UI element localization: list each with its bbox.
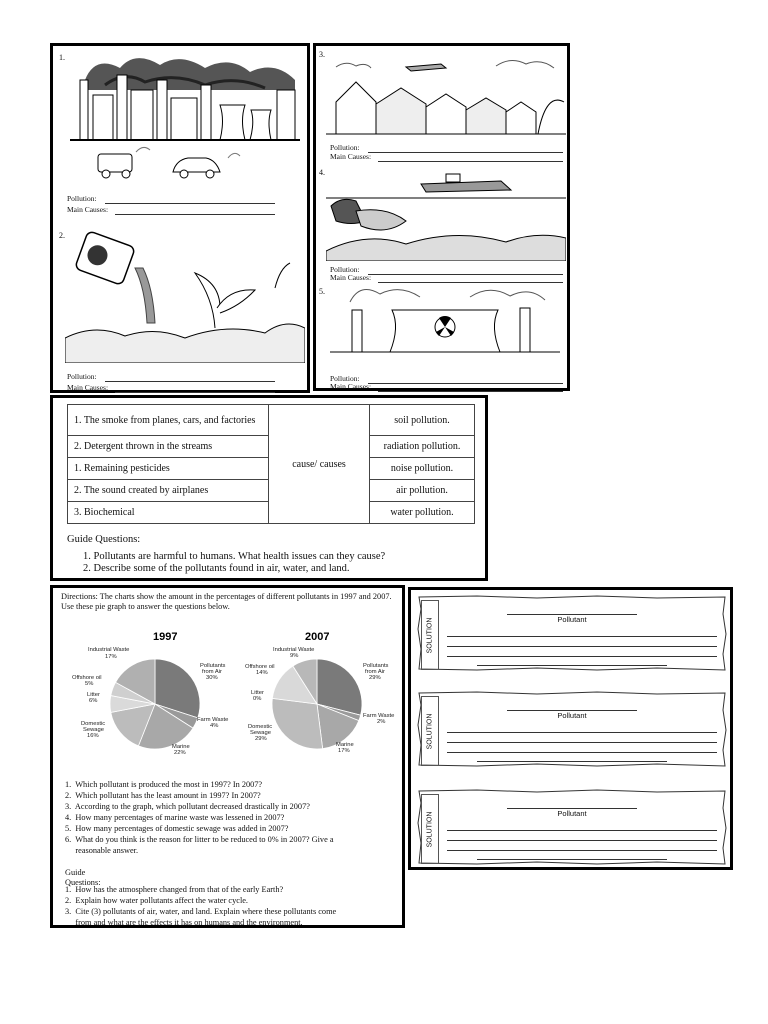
pollution-label: Pollution: — [67, 372, 97, 381]
matching-panel — [50, 395, 488, 581]
item-number: 3. — [319, 50, 325, 59]
cause-causes-cell: cause/ causes — [269, 405, 370, 524]
guide-question: from and what are the effects it has on humans and the environment. — [65, 918, 303, 927]
solution-box — [417, 690, 727, 768]
pollution-type-cell: air pollution. — [370, 480, 475, 502]
directions-text: Directions: The charts show the amount in the percentages of different pollutants in 1997 and 2007. Use these pie graph to answer the questions below. — [61, 592, 392, 612]
cause-cell: 1. Remaining pesticides — [68, 458, 269, 480]
pollution-label: Pollution: — [330, 265, 360, 274]
label: Domestic — [81, 721, 106, 727]
solution-box — [417, 594, 727, 672]
solution-label-box: SOLUTION — [421, 794, 439, 864]
pie-title-2007: 2007 — [305, 631, 330, 643]
solution-box — [417, 788, 727, 866]
question: 5. How many percentages of domestic sewage was added in 2007? — [65, 824, 289, 833]
answer-line[interactable] — [447, 646, 717, 647]
causes-answer-line[interactable] — [115, 392, 275, 393]
answer-line[interactable] — [477, 859, 667, 860]
causes-answer-line[interactable] — [378, 391, 563, 392]
label: Offshore oil — [72, 675, 102, 681]
houses-airplane-illustration — [326, 52, 566, 137]
label: Farm Waste — [197, 717, 229, 723]
answer-line[interactable] — [477, 761, 667, 762]
solution-label-box: SOLUTION — [421, 696, 439, 766]
label: 14% — [256, 670, 268, 676]
solutions-panel — [408, 587, 733, 870]
pollution-answer-line[interactable] — [368, 274, 563, 275]
label: Litter — [251, 690, 264, 696]
pollution-images-panel-right — [313, 43, 570, 391]
label: 9% — [290, 653, 299, 659]
question: 3. According to the graph, which pollutant decreased drastically in 2007? — [65, 802, 310, 811]
pollutant-title: Pollutant — [557, 711, 587, 720]
label: 29% — [369, 675, 381, 681]
label: 6% — [89, 698, 98, 704]
question: 2. Which pollutant has the least amount in 1997? In 2007? — [65, 791, 261, 800]
pollution-type-cell: radiation pollution. — [370, 436, 475, 458]
label: 30% — [206, 675, 218, 681]
cause-cell: 2. Detergent thrown in the streams — [68, 436, 269, 458]
label: 22% — [174, 750, 186, 756]
label: from Air — [202, 669, 222, 675]
nuclear-plant-illustration — [330, 282, 560, 362]
pie-1997 — [110, 659, 200, 749]
pollution-label: Pollution: — [67, 194, 97, 203]
table-row — [68, 405, 475, 436]
detergent-soil-illustration — [65, 228, 305, 363]
cars-illustration — [88, 144, 248, 184]
water-pipe-ship-illustration — [326, 166, 566, 261]
label: 17% — [105, 654, 117, 660]
pie-2007 — [272, 659, 362, 749]
label: Industrial Waste — [273, 647, 315, 653]
guide-question: 1. How has the atmosphere changed from that of the early Earth? — [65, 885, 284, 894]
pollution-answer-line[interactable] — [368, 152, 563, 153]
item-number: 2. — [59, 231, 65, 240]
guide-questions-title: Guide Questions: — [67, 534, 141, 545]
causes-label: Main Causes: — [330, 273, 372, 282]
answer-line[interactable] — [447, 742, 717, 743]
causes-answer-line[interactable] — [378, 161, 563, 162]
item-number: 5. — [319, 287, 325, 296]
pollution-label: Pollution: — [330, 143, 360, 152]
torn-paper-frame — [417, 690, 727, 768]
causes-label: Main Causes: — [330, 152, 372, 161]
label: 2% — [377, 719, 386, 725]
answer-line[interactable] — [447, 830, 717, 831]
torn-paper-frame — [417, 788, 727, 866]
label: from Air — [365, 669, 385, 675]
causes-label: Main Causes: — [67, 205, 109, 214]
solution-label-box: SOLUTION — [421, 600, 439, 670]
guide-question: 2. Describe some of the pollutants found in air, water, and land. — [83, 563, 350, 574]
answer-line[interactable] — [447, 840, 717, 841]
pollution-type-cell: water pollution. — [370, 502, 475, 524]
pie-slice-domestic-sewage — [272, 698, 323, 749]
label: 29% — [255, 736, 267, 742]
guide-question: 2. Explain how water pollutants affect the water cycle. — [65, 896, 249, 905]
causes-label: Main Causes: — [330, 382, 372, 391]
guide-question: 3. Cite (3) pollutants of air, water, and land. Explain where these pollutants come — [65, 907, 337, 916]
pie-title-1997: 1997 — [153, 631, 178, 643]
label: Farm Waste — [363, 713, 395, 719]
pie-charts — [55, 626, 400, 796]
label: Industrial Waste — [88, 647, 130, 653]
pie-charts-panel — [50, 585, 405, 928]
pollution-answer-line[interactable] — [368, 383, 563, 384]
label: Pollutants — [363, 663, 389, 669]
pollution-images-panel-left — [50, 43, 310, 393]
label: Domestic — [248, 724, 273, 730]
label: 4% — [210, 723, 219, 729]
cause-cell: 2. The sound created by airplanes — [68, 480, 269, 502]
matching-table — [67, 404, 475, 524]
pollution-answer-line[interactable] — [105, 381, 275, 382]
guide-question: 1. Pollutants are harmful to humans. What health issues can they cause? — [83, 551, 386, 562]
pollution-answer-line[interactable] — [105, 203, 275, 204]
cause-cell: 1. The smoke from planes, cars, and factories — [68, 405, 269, 436]
label: Pollutants — [200, 663, 226, 669]
cause-cell: 3. Biochemical — [68, 502, 269, 524]
answer-line[interactable] — [447, 732, 717, 733]
label: Litter — [87, 692, 100, 698]
pollution-type-cell: noise pollution. — [370, 458, 475, 480]
question: reasonable answer. — [65, 846, 139, 855]
torn-paper-frame — [417, 594, 727, 672]
causes-answer-line[interactable] — [115, 214, 275, 215]
label: Sewage — [250, 730, 271, 736]
item-number: 1. — [59, 53, 65, 62]
label: 16% — [87, 733, 99, 739]
label: Sewage — [83, 727, 104, 733]
answer-line[interactable] — [447, 636, 717, 637]
label: Offshore oil — [245, 664, 275, 670]
guide-questions-title: Guide Questions: — [65, 868, 101, 888]
causes-label: Main Causes: — [67, 383, 109, 392]
item-number: 4. — [319, 168, 325, 177]
question: 4. How many percentages of marine waste was lessened in 2007? — [65, 813, 285, 822]
pollutant-title: Pollutant — [557, 615, 587, 624]
label: 17% — [338, 748, 350, 754]
pollutant-title: Pollutant — [557, 809, 587, 818]
label: Marine — [172, 744, 190, 750]
answer-line[interactable] — [447, 656, 717, 657]
label: Marine — [336, 742, 354, 748]
pollution-type-cell: soil pollution. — [370, 405, 475, 436]
factory-smoke-illustration — [65, 50, 305, 150]
question: 1. Which pollutant is produced the most in 1997? In 2007? — [65, 780, 263, 789]
answer-line[interactable] — [477, 665, 667, 666]
label: 0% — [253, 696, 262, 702]
label: 5% — [85, 681, 94, 687]
answer-line[interactable] — [447, 850, 717, 851]
question: 6. What do you think is the reason for litter to be reduced to 0% in 2007? Give a — [65, 835, 334, 844]
pollution-label: Pollution: — [330, 374, 360, 383]
answer-line[interactable] — [447, 752, 717, 753]
